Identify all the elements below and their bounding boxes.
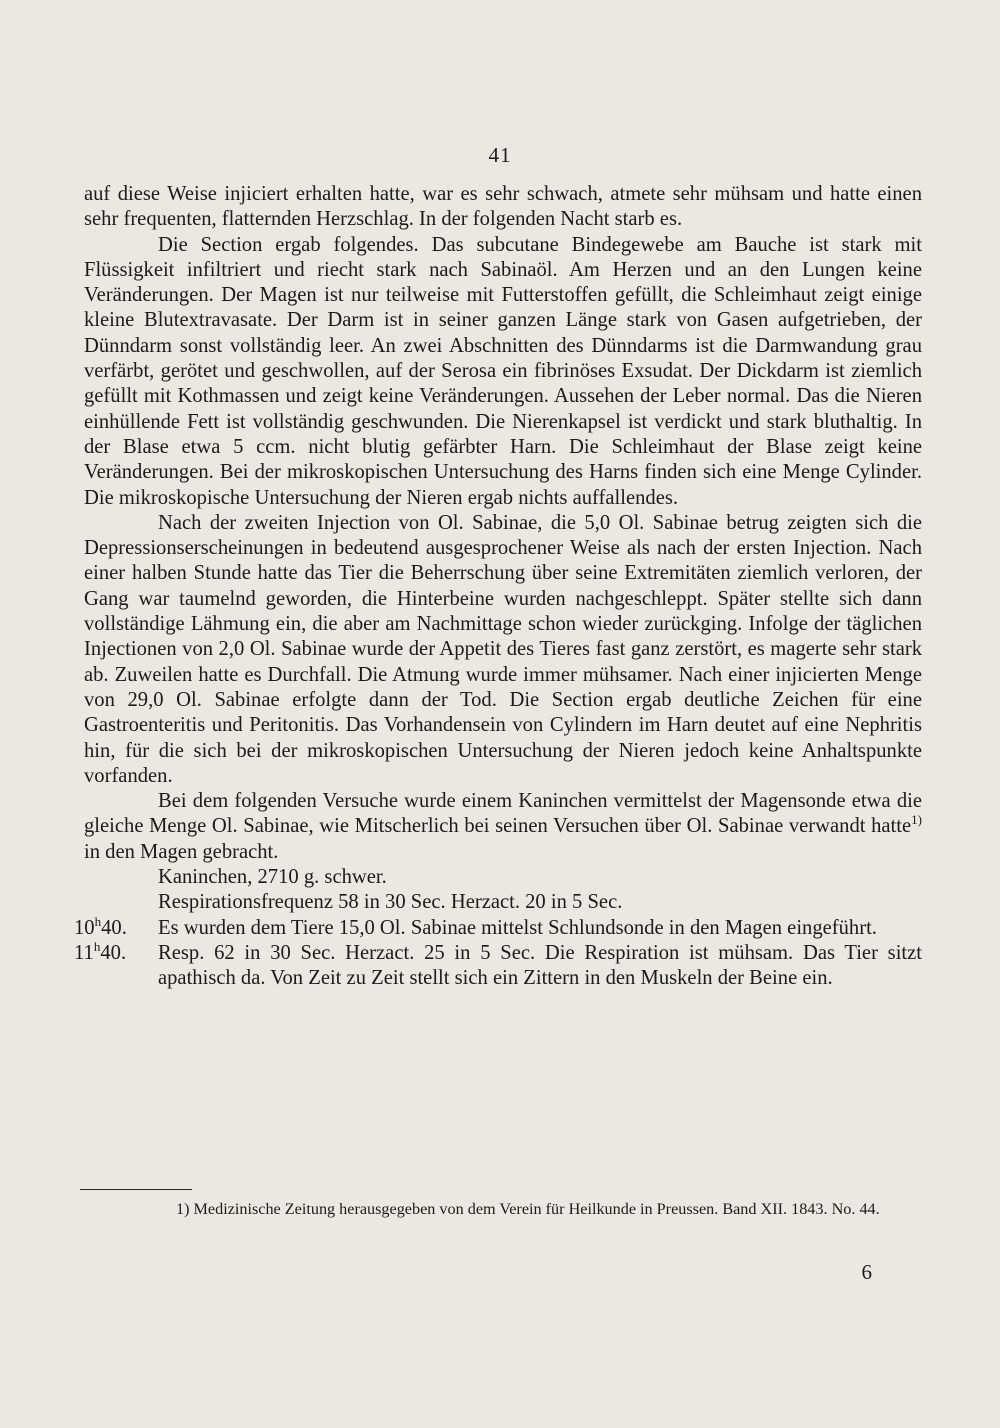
protocol-text: Es wurden dem Tiere 15,0 Ol. Sabinae mittelst Schlundsonde in den Magen eingeführt. (158, 916, 877, 939)
footnote-text: 1) Medizinische Zeitung herausgegeben von dem Verein für Heilkunde in Preussen. Band XII. 1843. No. 44. (176, 1200, 880, 1218)
protocol-entry (74, 939, 922, 992)
protocol-entry (74, 913, 922, 941)
body-text (74, 182, 922, 992)
signature-mark: 6 (861, 1260, 872, 1284)
footnote-divider (80, 1189, 192, 1190)
footnote-reference: 1) (911, 812, 922, 828)
footnote (80, 1199, 920, 1220)
paragraph: auf diese Weise injiciert erhalten hatte, war es sehr schwach, atmete sehr mühsam und hatte einen sehr frequenten, flatternden Herzschlag. In der folgenden Nacht starb es. (84, 183, 922, 231)
paragraph-text: Bei dem folgenden Versuche wurde einem Kaninchen vermittelst der Magensonde etwa die gleiche Menge Ol. Sabinae, wie Mitscherlich bei seinen Versuchen über Ol. Sabinae verwandt hatte (84, 790, 922, 838)
page-number: 41 (488, 143, 512, 167)
paragraph: Kaninchen, 2710 g. schwer. (158, 866, 387, 889)
paragraph (84, 789, 922, 865)
time-label: 11$^h$40. (74, 939, 127, 964)
paragraph: Respirationsfrequenz 58 in 30 Sec. Herzact. 20 in 5 Sec. (158, 891, 623, 914)
paragraph: Nach der zweiten Injection von Ol. Sabinae, die 5,0 Ol. Sabinae betrug zeigten sich die Depressionserscheinungen in bedeutend ausgesprochener Weise als nach der ersten Injection. Nach einer halben Stunde hatte das Tier die Beherrschung über seine Extremitäten ziemlich verloren, der Gang war taumelnd geworden, die Hinterbeine wurden nachgeschleppt. Später stellte sich dann vollständige Lähmung ein, die aber am Nachmittage schon wieder zurückging. Infolge der täglichen Injectionen von 2,0 Ol. Sabinae wurde der Appetit des Tieres fast ganz zerstört, es magerte sehr stark ab. Zuweilen hatte es Durchfall. Die Atmung wurde immer mühsamer. Nach einer injicierten Menge von 29,0 Ol. Sabinae erfolgte dann der Tod. Die Section ergab deutliche Zeichen für eine Gastroenteritis und Peritonitis. Das Vorhandensein von Cylindern im Harn deutet auf eine Nephritis hin, für die sich bei der mikroskopischen Untersuchung der Nieren jedoch keine Anhaltspunkte vorfanden. (84, 511, 922, 787)
paragraph-text: in den Magen gebracht. (84, 840, 279, 863)
time-label: 10$^h$40. (74, 913, 127, 939)
protocol-text: Resp. 62 in 30 Sec. Herzact. 25 in 5 Sec. Die Respiration ist mühsam. Das Tier sitzt apathisch da. Von Zeit zu Zeit stellt sich ein Zittern in den Muskeln der Beine ein. (158, 941, 922, 990)
paragraph: Die Section ergab folgendes. Das subcutane Bindegewebe am Bauche ist stark mit Flüssigkeit infiltriert und riecht stark nach Sabinaöl. Am Herzen und an den Lungen keine Veränderungen. Der Magen ist nur teilweise mit Futterstoffen gefüllt, die Schleimhaut zeigt einige kleine Blutextravasate. Der Darm ist in seiner ganzen Länge stark von Gasen aufgetrieben, der Dünndarm sonst vollständig leer. An zwei Abschnitten des Dünndarms ist die Darmwandung grau verfärbt, gerötet und geschwollen, auf der Serosa ein fibrinöses Exsudat. Der Dickdarm ist ziemlich gefüllt mit Kothmassen und zeigt keine Veränderungen. Aussehen der Leber normal. Das die Nieren einhüllende Fett ist vollständig geschwunden. Die Nierenkapsel ist verdickt und stark bluthaltig. In der Blase etwa 5 ccm. nicht blutig gefärbter Harn. Die Schleimhaut der Blase zeigt keine Veränderungen. Bei der mikroskopischen Untersuchung des Harns finden sich eine Menge Cylinder. Die mikroskopische Untersuchung der Nieren ergab nichts auffallendes. (84, 233, 922, 509)
